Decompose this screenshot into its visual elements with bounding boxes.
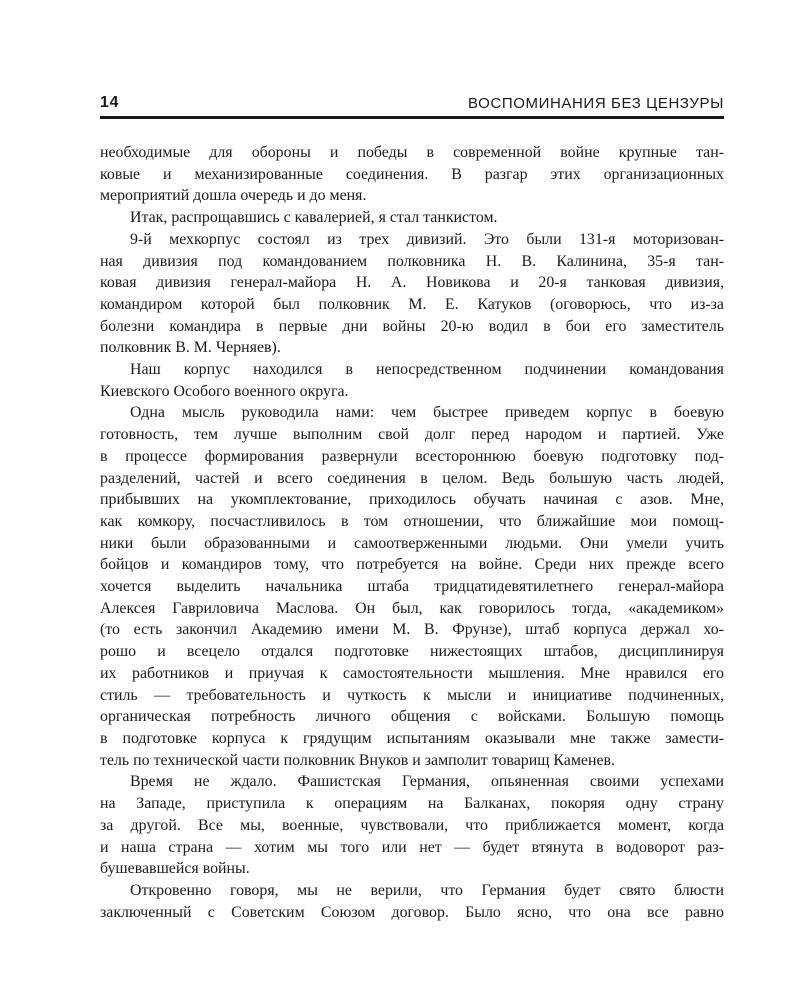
paragraph xyxy=(100,229,724,359)
paragraph xyxy=(100,880,724,923)
text-line: мероприятий дошла очередь и до меня. xyxy=(100,187,367,205)
paragraph xyxy=(100,771,724,880)
text-line: ная дивизия под командованием полковника Н. В. Калинина, 35-я тан- xyxy=(100,252,724,270)
text-line: прибывших на укомплектование, приходилось обучать начиная с азов. Мне, xyxy=(100,491,724,509)
text-line: Откровенно говоря, мы не верили, что Германия будет свято блюсти xyxy=(130,881,724,899)
text-line: готовность, тем лучше выполним свой долг перед народом и партией. Уже xyxy=(100,426,724,444)
page-number: 14 xyxy=(100,94,119,111)
text-line: Алексея Гавриловича Маслова. Он был, как говорилось тогда, «академиком» xyxy=(100,599,724,617)
text-line: хочется выделить начальника штаба тридцатидевятилетнего генерал-майора xyxy=(100,578,724,596)
text-line: их работников и приучая к самостоятельности мышления. Мне нравился его xyxy=(100,664,724,682)
text-line: тель по технической части полковник Внуков и замполит товарищ Каменев. xyxy=(100,751,615,769)
text-line: в процессе формирования развернули всестороннюю боевую подготовку под- xyxy=(100,447,724,465)
paragraph xyxy=(100,359,724,402)
page-header xyxy=(100,90,724,116)
text-line: полковник В. М. Черняев). xyxy=(100,339,281,357)
text-line: заключенный с Советским Союзом договор. Было ясно, что она все равно xyxy=(100,903,724,921)
header-rule xyxy=(100,116,724,119)
text-line: стиль — требовательность и чуткость к мысли и инициативе подчиненных, xyxy=(100,686,724,704)
text-line: необходимые для обороны и победы в современной войне крупные тан- xyxy=(100,144,724,161)
paragraph xyxy=(100,402,724,771)
text-line: ковая дивизия генерал-майора Н. А. Новикова и 20-я танковая дивизия, xyxy=(100,274,724,292)
text-line: командиром которой был полковник М. Е. Катуков (оговорюсь, что из-за xyxy=(100,295,724,313)
text-line: Наш корпус находился в непосредственном подчинении командования xyxy=(130,361,724,379)
running-title: ВОСПОМИНАНИЯ БЕЗ ЦЕНЗУРЫ xyxy=(468,95,724,112)
text-line: ковые и механизированные соединения. В разгар этих организационных xyxy=(100,165,724,183)
paragraph xyxy=(100,142,724,207)
text-line: 9-й мехкорпус состоял из трех дивизий. Это были 131-я моторизован- xyxy=(130,230,724,248)
paragraph xyxy=(100,207,724,229)
text-line: как комкору, посчастливилось в том отношении, что ближайшие мои помощ- xyxy=(100,512,724,530)
text-line: болезни командира в первые дни войны 20-ю водил в бои его заместитель xyxy=(100,317,724,335)
text-line: Итак, распрощавшись с кавалерией, я стал танкистом. xyxy=(130,209,498,227)
text-line: рошо и всецело отдался подготовке нижестоящих штабов, дисциплинируя xyxy=(100,643,724,661)
text-line: (то есть закончил Академию имени М. В. Фрунзе), штаб корпуса держал хо- xyxy=(100,621,724,639)
text-line: за другой. Все мы, военные, чувствовали, что приближается момент, когда xyxy=(100,816,724,834)
text-line: бушевавшейся войны. xyxy=(100,860,250,878)
text-line: Одна мысль руководила нами: чем быстрее приведем корпус в боевую xyxy=(130,404,724,422)
body-text xyxy=(100,142,724,923)
text-line: Время не ждало. Фашистская Германия, опьяненная своими успехами xyxy=(130,773,724,791)
text-line: бойцов и командиров тому, что потребуется на войне. Среди них прежде всего xyxy=(100,556,724,574)
text-line: в подготовке корпуса к грядущим испытаниям оказывали мне также замести- xyxy=(100,729,724,747)
text-line: и наша страна — хотим мы того или нет — будет втянута в водоворот раз- xyxy=(100,838,724,856)
text-line: на Западе, приступила к операциям на Балканах, покоряя одну страну xyxy=(100,795,724,813)
text-line: органическая потребность личного общения с войсками. Большую помощь xyxy=(100,708,724,726)
text-line: Киевского Особого военного округа. xyxy=(100,382,349,400)
text-line: ники были образованными и самоотверженными людьми. Они умели учить xyxy=(100,534,724,552)
text-line: разделений, частей и всего соединения в целом. Ведь большую часть людей, xyxy=(100,469,724,487)
